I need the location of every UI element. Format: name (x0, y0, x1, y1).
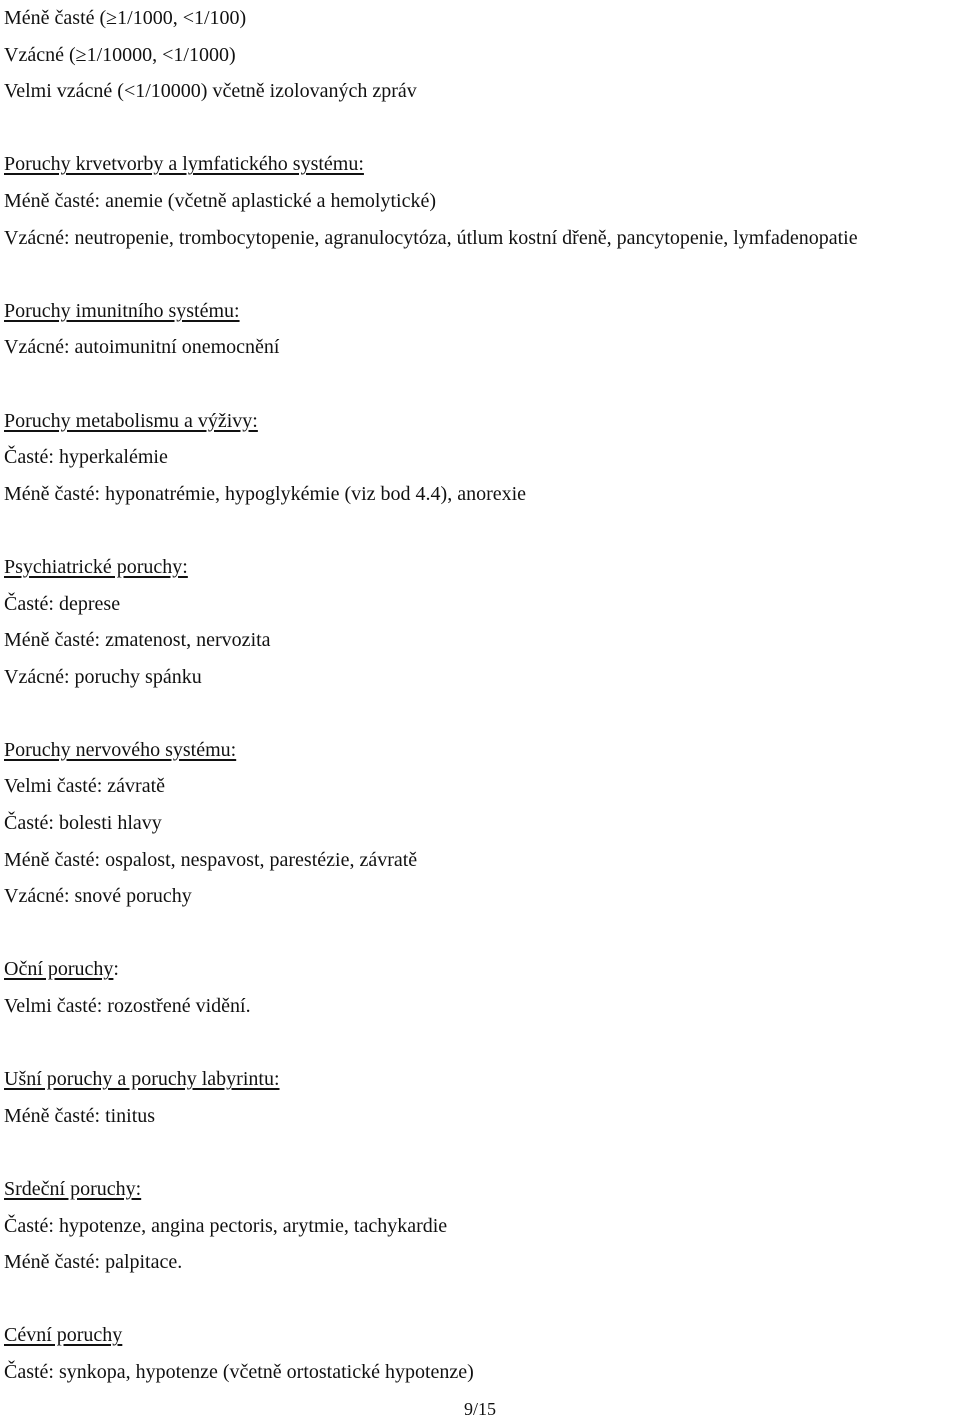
section-item: Méně časté: ospalost, nespavost, parestézie, závratě (4, 848, 418, 871)
section-item: Časté: hyperkalémie (4, 446, 168, 469)
section-item: Velmi časté: závratě (4, 775, 166, 798)
section-heading: Psychiatrické poruchy: (4, 555, 188, 578)
section-item: Méně časté: palpitace. (4, 1251, 183, 1274)
spacer (4, 1134, 954, 1171)
spacer (4, 366, 954, 403)
section-item: Časté: hypotenze, angina pectoris, arytmie, tachykardie (4, 1214, 448, 1237)
section-item: Méně časté: anemie (včetně aplastické a hemolytické) (4, 189, 437, 212)
section-item: Vzácné: snové poruchy (4, 885, 192, 908)
section-item: Méně časté: hyponatrémie, hypoglykémie (viz bod 4.4), anorexie (4, 482, 527, 505)
section-heading: Poruchy imunitního systému: (4, 299, 240, 322)
section-heading: Oční poruchy (4, 958, 114, 981)
frequency-legend-line: Vzácné (≥1/10000, <1/1000) (4, 43, 236, 66)
section-item: Vzácné: poruchy spánku (4, 665, 202, 688)
frequency-legend-line: Velmi vzácné (<1/10000) včetně izolovaných zpráv (4, 80, 417, 103)
spacer (4, 1281, 954, 1318)
spacer (4, 695, 954, 732)
spacer (4, 110, 954, 147)
section-item: Vzácné: neutropenie, trombocytopenie, agranulocytóza, útlum kostní dřeně, pancytopenie, lymfadenopatie (4, 226, 858, 249)
spacer (4, 915, 954, 952)
section-item: Časté: bolesti hlavy (4, 812, 162, 835)
section-item: Méně časté: zmatenost, nervozita (4, 629, 271, 652)
section-item: Časté: synkopa, hypotenze (včetně ortostatické hypotenze) (4, 1360, 474, 1383)
page-number: 9/15 (463, 1399, 496, 1419)
section-heading-row (4, 951, 954, 988)
section-heading: Ušní poruchy a poruchy labyrintu: (4, 1068, 280, 1091)
spacer (4, 512, 954, 549)
frequency-legend-line: Méně časté (≥1/1000, <1/100) (4, 7, 247, 29)
section-item: Velmi časté: rozostřené vidění. (4, 995, 251, 1018)
section-item: Méně časté: tinitus (4, 1104, 156, 1127)
spacer (4, 256, 954, 293)
document-body (4, 0, 954, 1391)
section-heading: Poruchy metabolismu a výživy: (4, 409, 258, 432)
section-heading: Srdeční poruchy: (4, 1178, 142, 1200)
section-item: Vzácné: autoimunitní onemocnění (4, 336, 280, 359)
section-heading: Poruchy krvetvorby a lymfatického systému: (4, 153, 364, 176)
section-heading: Cévní poruchy (4, 1324, 123, 1347)
section-heading-suffix: : (113, 958, 119, 981)
spacer (4, 1025, 954, 1062)
section-item: Časté: deprese (4, 592, 121, 615)
section-heading: Poruchy nervového systému: (4, 738, 237, 761)
